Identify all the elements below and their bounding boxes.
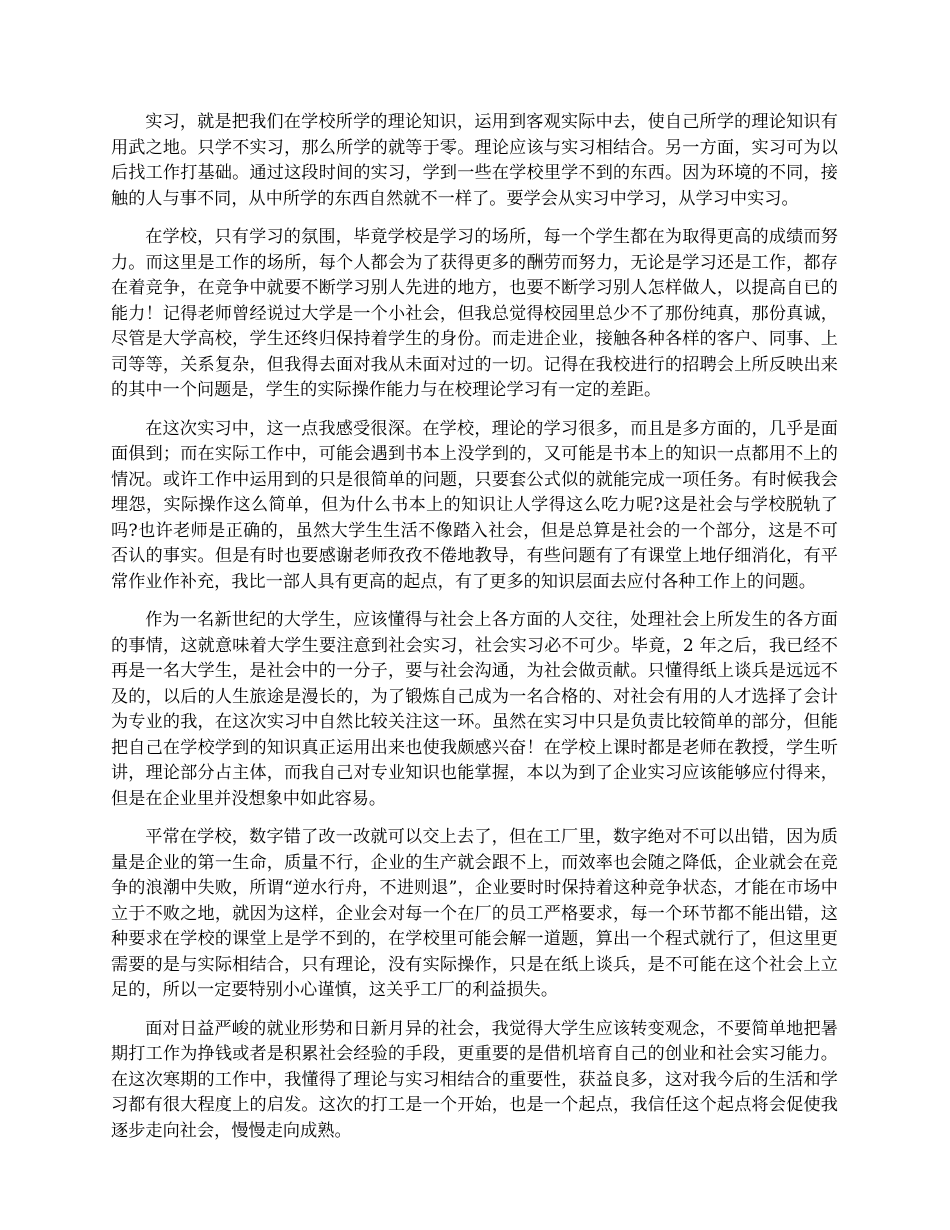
paragraph-5: 平常在学校，数字错了改一改就可以交上去了，但在工厂里，数字绝对不可以出错，因为质量是企业的第一生命，质量不行，企业的生产就会跟不上，而效率也会随之降低，企业就会在竞争的浪潮中失败，所谓“逆水行舟，不进则退”，企业要时时保持着这种竞争状态，才能在市场中立于不败之地，就因为这样，企业会对每一个在厂的员工严格要求，每一个环节都不能出错，这种要求在学校的课堂上是学不到的，在学校里可能会解一道题，算出一个程式就行了，但这里更需要的是与实际相结合，只有理论，没有实际操作，只是在纸上谈兵，是不可能在这个社会上立足的，所以一定要特别小心谨慎，这关乎工厂的利益损失。: [111, 827, 838, 1000]
paragraph-2: 在学校，只有学习的氛围，毕竟学校是学习的场所，每一个学生都在为取得更高的成绩而努力。而这里是工作的场所，每个人都会为了获得更多的酬劳而努力，无论是学习还是工作，都存在着竞争，在竞争中就要不断学习别人先进的地方，也要不断学习别人怎样做人，以提高自已的能力！记得老师曾经说过大学是一个小社会，但我总觉得校园里总少不了那份纯真，那份真诚，尽管是大学高校，学生还终归保持着学生的身份。而走进企业，接触各种各样的客户、同事、上司等等，关系复杂，但我得去面对我从未面对过的一切。记得在我校进行的招聘会上所反映出来的其中一个问题是，学生的实际操作能力与在校理论学习有一定的差距。: [111, 227, 838, 400]
paragraph-1: 实习，就是把我们在学校所学的理论知识，运用到客观实际中去，使自己所学的理论知识有用武之地。只学不实习，那么所学的就等于零。理论应该与实习相结合。另一方面，实习可为以后找工作打基础。通过这段时间的实习，学到一些在学校里学不到的东西。因为环境的不同，接触的人与事不同，从中所学的东西自然就不一样了。要学会从实习中学习，从学习中实习。: [111, 112, 838, 209]
paragraph-3: 在这次实习中，这一点我感受很深。在学校，理论的学习很多，而且是多方面的，几乎是面面俱到；而在实际工作中，可能会遇到书本上没学到的，又可能是书本上的知识一点都用不上的情况。或许工作中运用到的只是很简单的问题，只要套公式似的就能完成一项任务。有时候我会埋怨，实际操作这么简单，但为什么书本上的知识让人学得这么吃力呢?这是社会与学校脱轨了吗?也许老师是正确的，虽然大学生生活不像踏入社会，但是总算是社会的一个部分，这是不可否认的事实。但是有时也要感谢老师孜孜不倦地教导，有些问题有了有课堂上地仔细消化，有平常作业作补充，我比一部人具有更高的起点，有了更多的知识层面去应付各种工作上的问题。: [111, 418, 838, 592]
paragraph-6: 面对日益严峻的就业形势和日新月异的社会，我觉得大学生应该转变观念，不要简单地把暑期打工作为挣钱或者是积累社会经验的手段，更重要的是借机培育自己的创业和社会实习能力。在这次寒期的工作中，我懂得了理论与实习相结合的重要性，获益良多，这对我今后的生活和学习都有很大程度上的启发。这次的打工是一个开始，也是一个起点，我信任这个起点将会促使我逐步走向社会，慢慢走向成熟。: [111, 1018, 838, 1141]
document-body: [111, 110, 838, 1157]
paragraph-4: 作为一名新世纪的大学生，应该懂得与社会上各方面的人交往，处理社会上所发生的各方面的事情，这就意味着大学生要注意到社会实习，社会实习必不可少。毕竟，2 年之后，我已经不再是一名大学生，是社会中的一分子，要与社会沟通，为社会做贡献。只懂得纸上谈兵是远远不及的，以后的人生旅途是漫长的，为了锻炼自己成为一名合格的、对社会有用的人才选择了会计为专业的我，在这次实习中自然比较关注这一环。虽然在实习中只是负责比较简单的部分，但能把自己在学校学到的知识真正运用出来也使我颇感兴奋！在学校上课时都是老师在教授，学生听讲，理论部分占主体，而我自己对专业知识也能掌握，本以为到了企业实习应该能够应付得来，但是在企业里并没想象中如此容易。: [111, 610, 838, 809]
